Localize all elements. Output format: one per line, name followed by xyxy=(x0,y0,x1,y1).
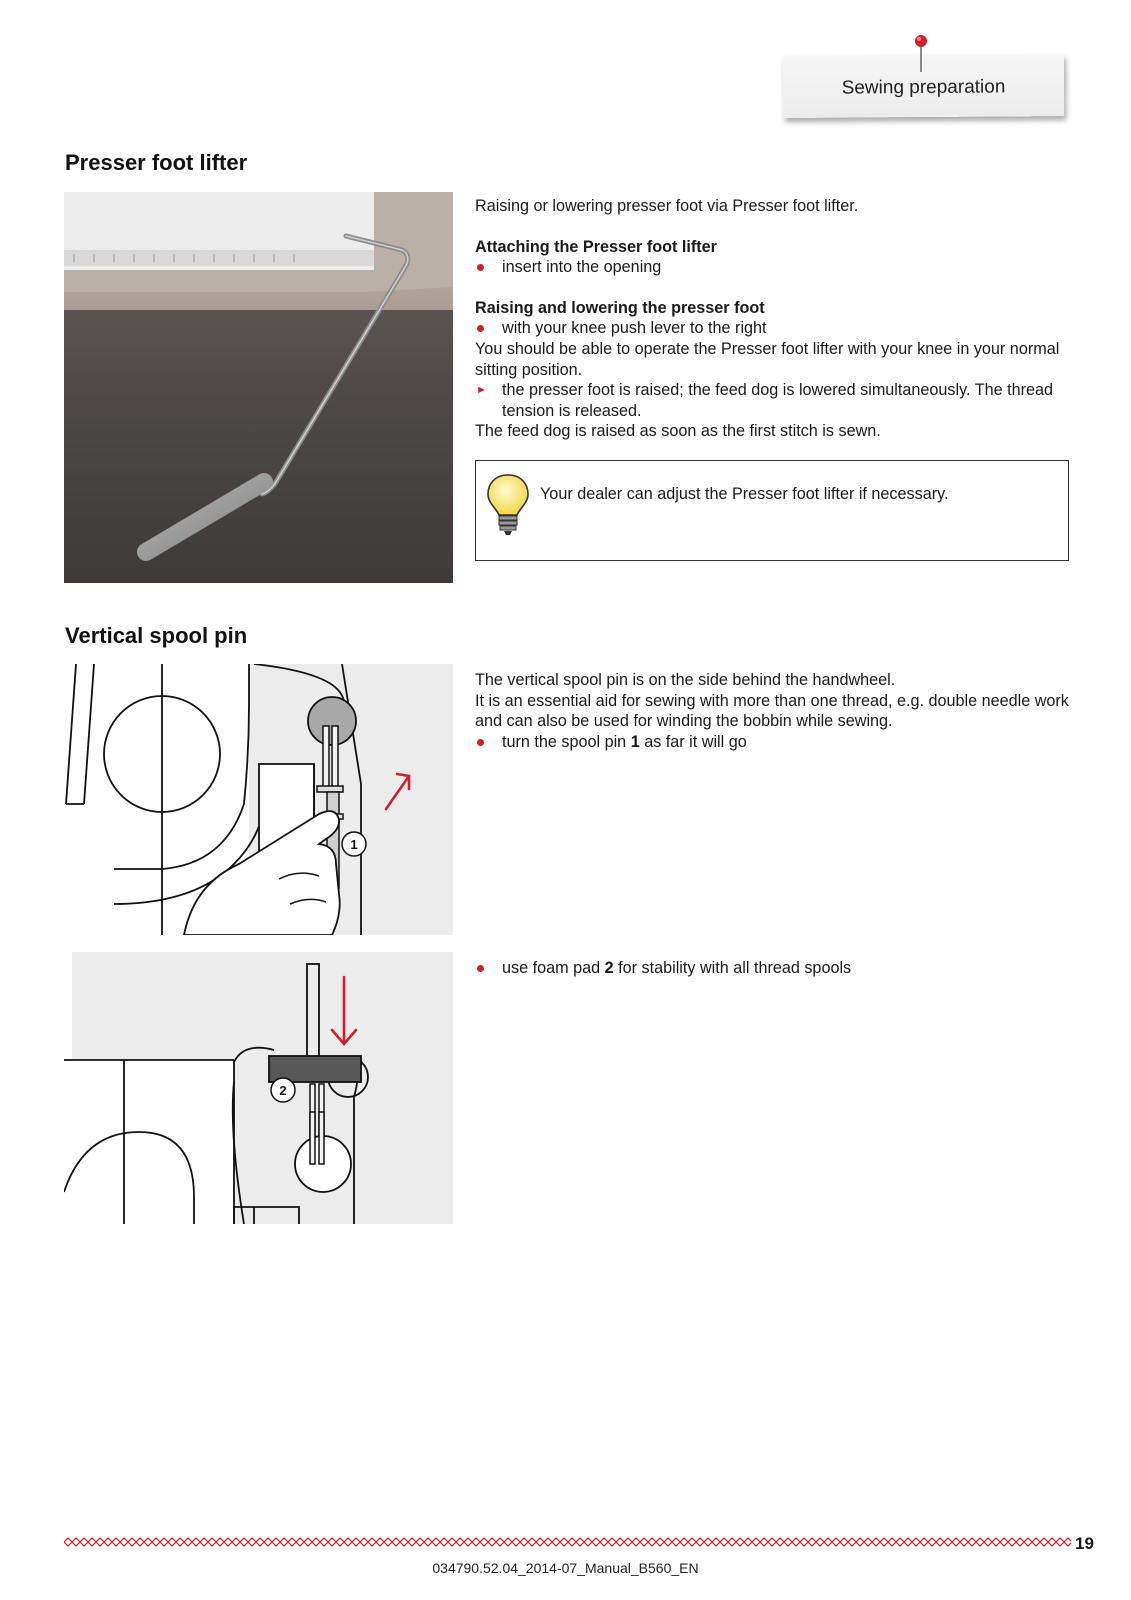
spool-pin-turn-illustration xyxy=(64,664,453,935)
spool-line-2: It is an essential aid for sewing with more than one thread, e.g. double needle work and can also be used for winding the bobbin while sewing. xyxy=(475,691,1069,731)
tip-text: Your dealer can adjust the Presser foot lifter if necessary. xyxy=(540,485,949,503)
callout-2: 2 xyxy=(279,1083,287,1098)
spool-bullet-2: use foam pad 2 for stability with all thread spools xyxy=(475,958,1075,979)
tip-box xyxy=(475,460,1069,561)
spool-bullet-1: turn the spool pin 1 as far it will go xyxy=(475,732,1075,753)
foam-pad-illustration xyxy=(64,952,453,1224)
presser-foot-lifter-text xyxy=(475,196,1075,442)
callout-1: 1 xyxy=(350,837,358,852)
foam-pad-text xyxy=(475,958,1075,979)
intro-text: Raising or lowering presser foot via Presser foot lifter. xyxy=(475,197,859,215)
pushpin-icon xyxy=(914,34,928,74)
section-tab-label: Sewing preparation xyxy=(841,76,1006,99)
document-id: 034790.52.04_2014-07_Manual_B560_EN xyxy=(432,1560,699,1576)
result-text: the presser foot is raised; the feed dog is lowered simultaneously. The thread tension is released. xyxy=(502,381,1053,420)
spool-pin-text xyxy=(475,670,1075,752)
lightbulb-icon xyxy=(486,473,530,537)
raise-heading: Raising and lowering the presser foot xyxy=(475,298,765,317)
stitch-pattern-divider xyxy=(64,1536,1071,1548)
section-title-vertical-spool-pin: Vertical spool pin xyxy=(65,623,248,648)
section-title-presser-foot-lifter: Presser foot lifter xyxy=(65,150,248,175)
presser-foot-lifter-photo xyxy=(64,192,453,583)
result-line xyxy=(475,380,1075,421)
attach-heading: Attaching the Presser foot lifter xyxy=(475,237,717,256)
attach-bullet: insert into the opening xyxy=(475,257,1075,278)
page-number: 19 xyxy=(1075,1534,1094,1553)
result-arrow-icon: ► xyxy=(476,384,487,397)
raise-note: You should be able to operate the Presser foot lifter with your knee in your normal sitting position. xyxy=(475,339,1060,379)
raise-bullet: with your knee push lever to the right xyxy=(475,318,1075,339)
feed-dog-note: The feed dog is raised as soon as the first stitch is sewn. xyxy=(475,422,881,441)
spool-line-1: The vertical spool pin is on the side behind the handwheel. xyxy=(475,671,896,689)
